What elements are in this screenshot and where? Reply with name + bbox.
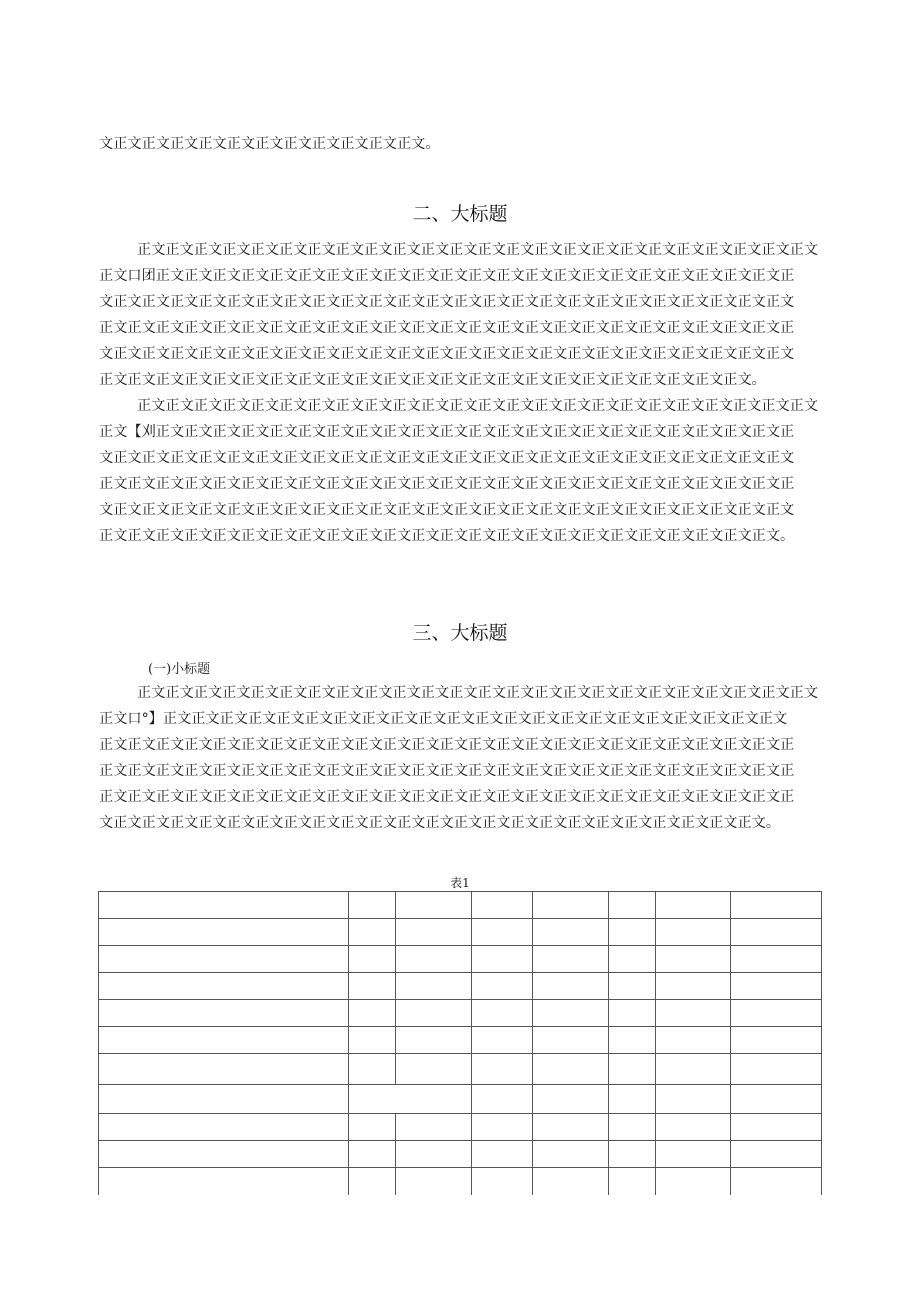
paragraph-line: 文正文正文正文正文正文正文正文正文正文正文正文正文正文正文正文正文正文正文正文正文正文正文正文正文 xyxy=(99,346,795,362)
paragraph-line: 文正文正文正文正文正文正文正文正文正文正文正文正文正文正文正文正文正文正文正文正文正文正文正文正文 xyxy=(99,294,795,310)
table-caption: 表1 xyxy=(450,876,470,890)
section-heading-2: 二、大标题 xyxy=(412,203,508,225)
paragraph-line: 正文口团正文正文正文正文正文正文正文正文正文正文正文正文正文正文正文正文正文正文正文正文正文正文正 xyxy=(99,268,795,284)
paragraph-line: 正文正文正文正文正文正文正文正文正文正文正文正文正文正文正文正文正文正文正文正文正文正文正文正文正 xyxy=(99,763,795,779)
table-rule xyxy=(608,891,609,1195)
data-table xyxy=(98,891,822,1195)
table-rule xyxy=(98,945,822,946)
table-rule xyxy=(98,999,822,1000)
table-rule xyxy=(98,891,822,892)
paragraph-line: 正文正文正文正文正文正文正文正文正文正文正文正文正文正文正文正文正文正文正文正文正文正文正文正文 xyxy=(137,242,819,258)
paragraph-line: 正文正文正文正文正文正文正文正文正文正文正文正文正文正文正文正文正文正文正文正文正文正文正文正文正 xyxy=(99,320,795,336)
table-rule xyxy=(98,972,822,973)
table-rule xyxy=(395,1113,396,1195)
table-rule xyxy=(471,891,472,1195)
paragraph-line: 文正文正文正文正文正文正文正文正文正文正文正文正文正文正文正文正文正文正文正文正文正文正文正文正文 xyxy=(99,502,795,518)
paragraph-line: 正文正文正文正文正文正文正文正文正文正文正文正文正文正文正文正文正文正文正文正文正文正文正文正文正 xyxy=(99,737,795,753)
table-rule xyxy=(98,1167,822,1168)
table-rule xyxy=(98,1053,822,1054)
body-text-line: 文正文正文正文正文正文正文正文正文正文正文正文。 xyxy=(99,136,440,152)
table-rule xyxy=(98,891,99,1195)
paragraph-line: 正文正文正文正文正文正文正文正文正文正文正文正文正文正文正文正文正文正文正文正文正文正文正文正文 xyxy=(137,398,819,414)
paragraph-line: 文正文正文正文正文正文正文正文正文正文正文正文正文正文正文正文正文正文正文正文正文正文正文正文正文 xyxy=(99,450,795,466)
subheading: (一)小标题 xyxy=(148,662,211,677)
paragraph-line: 正文正文正文正文正文正文正文正文正文正文正文正文正文正文正文正文正文正文正文正文正文正文正文正文正 xyxy=(99,789,795,805)
table-rule xyxy=(98,1026,822,1027)
table-rule xyxy=(98,1084,822,1085)
paragraph-line: 正文正文正文正文正文正文正文正文正文正文正文正文正文正文正文正文正文正文正文正文正文正文正文正文。 xyxy=(99,528,795,544)
paragraph-line: 正文正文正文正文正文正文正文正文正文正文正文正文正文正文正文正文正文正文正文正文正文正文正文。 xyxy=(99,372,766,388)
paragraph-line: 正文正文正文正文正文正文正文正文正文正文正文正文正文正文正文正文正文正文正文正文正文正文正文正文正 xyxy=(99,476,795,492)
paragraph-line: 正文口°】正文正文正文正文正文正文正文正文正文正文正文正文正文正文正文正文正文正文正文正文正文正文 xyxy=(99,711,788,727)
table-rule xyxy=(655,891,656,1195)
paragraph-line: 正文【刈正文正文正文正文正文正文正文正文正文正文正文正文正文正文正文正文正文正文正文正文正文正文正 xyxy=(99,424,795,440)
table-rule xyxy=(532,891,533,1195)
table-rule xyxy=(98,1113,822,1114)
table-rule xyxy=(98,918,822,919)
table-rule xyxy=(395,891,396,1084)
paragraph-line: 正文正文正文正文正文正文正文正文正文正文正文正文正文正文正文正文正文正文正文正文正文正文正文正文 xyxy=(137,685,819,701)
section-heading-3: 三、大标题 xyxy=(412,622,508,644)
table-rule xyxy=(98,1140,822,1141)
paragraph-line: 文正文正文正文正文正文正文正文正文正文正文正文正文正文正文正文正文正文正文正文正文正文正文正文。 xyxy=(99,815,781,831)
table-rule xyxy=(348,891,349,1195)
table-rule xyxy=(821,891,822,1195)
table-rule xyxy=(730,891,731,1195)
